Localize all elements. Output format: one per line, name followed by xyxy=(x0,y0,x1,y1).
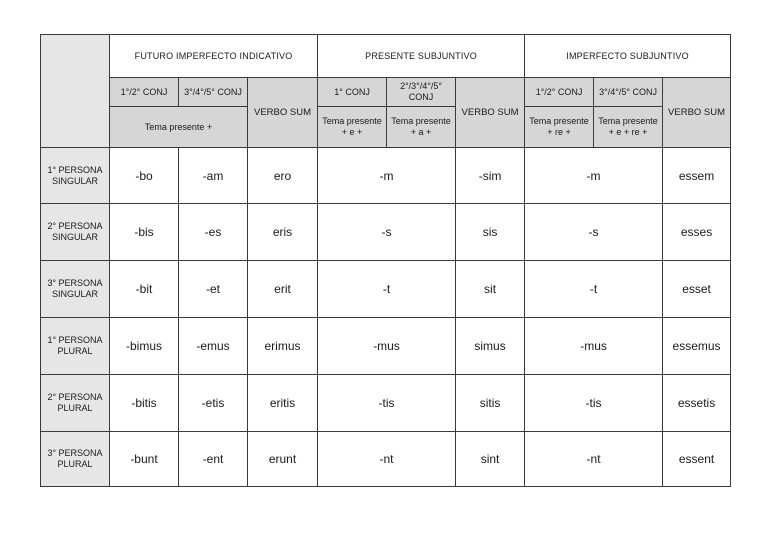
fut-sum-form: eris xyxy=(248,204,318,261)
person-label: 3° PERSONA PLURAL xyxy=(41,432,110,487)
pres-ending: -s xyxy=(318,204,456,261)
imp-sum-form: essetis xyxy=(663,375,731,432)
fut-12-ending: -bit xyxy=(110,261,179,318)
pres-ending: -mus xyxy=(318,318,456,375)
imp-ending: -t xyxy=(525,261,663,318)
fut-tema: Tema presente + xyxy=(110,107,248,148)
table-row xyxy=(41,261,731,318)
pres-ending: -nt xyxy=(318,432,456,487)
table-row xyxy=(41,375,731,432)
imp-ending: -mus xyxy=(525,318,663,375)
table-row xyxy=(41,318,731,375)
imp-sum-form: essem xyxy=(663,148,731,204)
imp-ending: -s xyxy=(525,204,663,261)
fut-verbo-sum: VERBO SUM xyxy=(248,78,318,148)
header-presente-subjuntivo: PRESENTE SUBJUNTIVO xyxy=(318,35,525,78)
pres-conj-1: 1° CONJ xyxy=(318,78,387,107)
imp-ending: -tis xyxy=(525,375,663,432)
pres-conj-2345: 2°/3°/4°/5° CONJ xyxy=(387,78,456,107)
imp-conj-12: 1°/2° CONJ xyxy=(525,78,594,107)
table-row xyxy=(41,432,731,487)
pres-sum-form: sitis xyxy=(456,375,525,432)
fut-sum-form: erimus xyxy=(248,318,318,375)
imp-tema-1: Tema presente + re + xyxy=(525,107,594,148)
person-label: 1° PERSONA SINGULAR xyxy=(41,148,110,204)
pres-tema-2: Tema presente + a + xyxy=(387,107,456,148)
person-label: 2° PERSONA SINGULAR xyxy=(41,204,110,261)
pres-ending: -m xyxy=(318,148,456,204)
imp-sum-form: esset xyxy=(663,261,731,318)
person-label: 3° PERSONA SINGULAR xyxy=(41,261,110,318)
imp-sum-form: essemus xyxy=(663,318,731,375)
person-label: 1° PERSONA PLURAL xyxy=(41,318,110,375)
pres-sum-form: sint xyxy=(456,432,525,487)
pres-sum-form: sit xyxy=(456,261,525,318)
corner-cell xyxy=(41,35,110,148)
imp-tema-2: Tema presente + e + re + xyxy=(594,107,663,148)
person-label: 2° PERSONA PLURAL xyxy=(41,375,110,432)
imp-sum-form: essent xyxy=(663,432,731,487)
fut-sum-form: erit xyxy=(248,261,318,318)
pres-tema-1: Tema presente + e + xyxy=(318,107,387,148)
fut-conj-12: 1°/2° CONJ xyxy=(110,78,179,107)
fut-345-ending: -emus xyxy=(179,318,248,375)
imp-ending: -m xyxy=(525,148,663,204)
fut-12-ending: -bo xyxy=(110,148,179,204)
pres-sum-form: simus xyxy=(456,318,525,375)
table-row xyxy=(41,148,731,204)
fut-345-ending: -ent xyxy=(179,432,248,487)
fut-sum-form: erunt xyxy=(248,432,318,487)
fut-12-ending: -bitis xyxy=(110,375,179,432)
imp-verbo-sum: VERBO SUM xyxy=(663,78,731,148)
pres-ending: -tis xyxy=(318,375,456,432)
fut-conj-345: 3°/4°/5° CONJ xyxy=(179,78,248,107)
imp-ending: -nt xyxy=(525,432,663,487)
fut-sum-form: ero xyxy=(248,148,318,204)
conjugation-table xyxy=(40,34,731,487)
table-row xyxy=(41,204,731,261)
fut-345-ending: -etis xyxy=(179,375,248,432)
pres-ending: -t xyxy=(318,261,456,318)
fut-345-ending: -es xyxy=(179,204,248,261)
fut-12-ending: -bis xyxy=(110,204,179,261)
header-imperfecto-subjuntivo: IMPERFECTO SUBJUNTIVO xyxy=(525,35,731,78)
pres-sum-form: sis xyxy=(456,204,525,261)
imp-sum-form: esses xyxy=(663,204,731,261)
fut-345-ending: -am xyxy=(179,148,248,204)
imp-conj-345: 3°/4°/5° CONJ xyxy=(594,78,663,107)
pres-verbo-sum: VERBO SUM xyxy=(456,78,525,148)
header-futuro-imperfecto-indicativo: FUTURO IMPERFECTO INDICATIVO xyxy=(110,35,318,78)
fut-12-ending: -bunt xyxy=(110,432,179,487)
fut-345-ending: -et xyxy=(179,261,248,318)
fut-12-ending: -bimus xyxy=(110,318,179,375)
pres-sum-form: -sim xyxy=(456,148,525,204)
fut-sum-form: eritis xyxy=(248,375,318,432)
